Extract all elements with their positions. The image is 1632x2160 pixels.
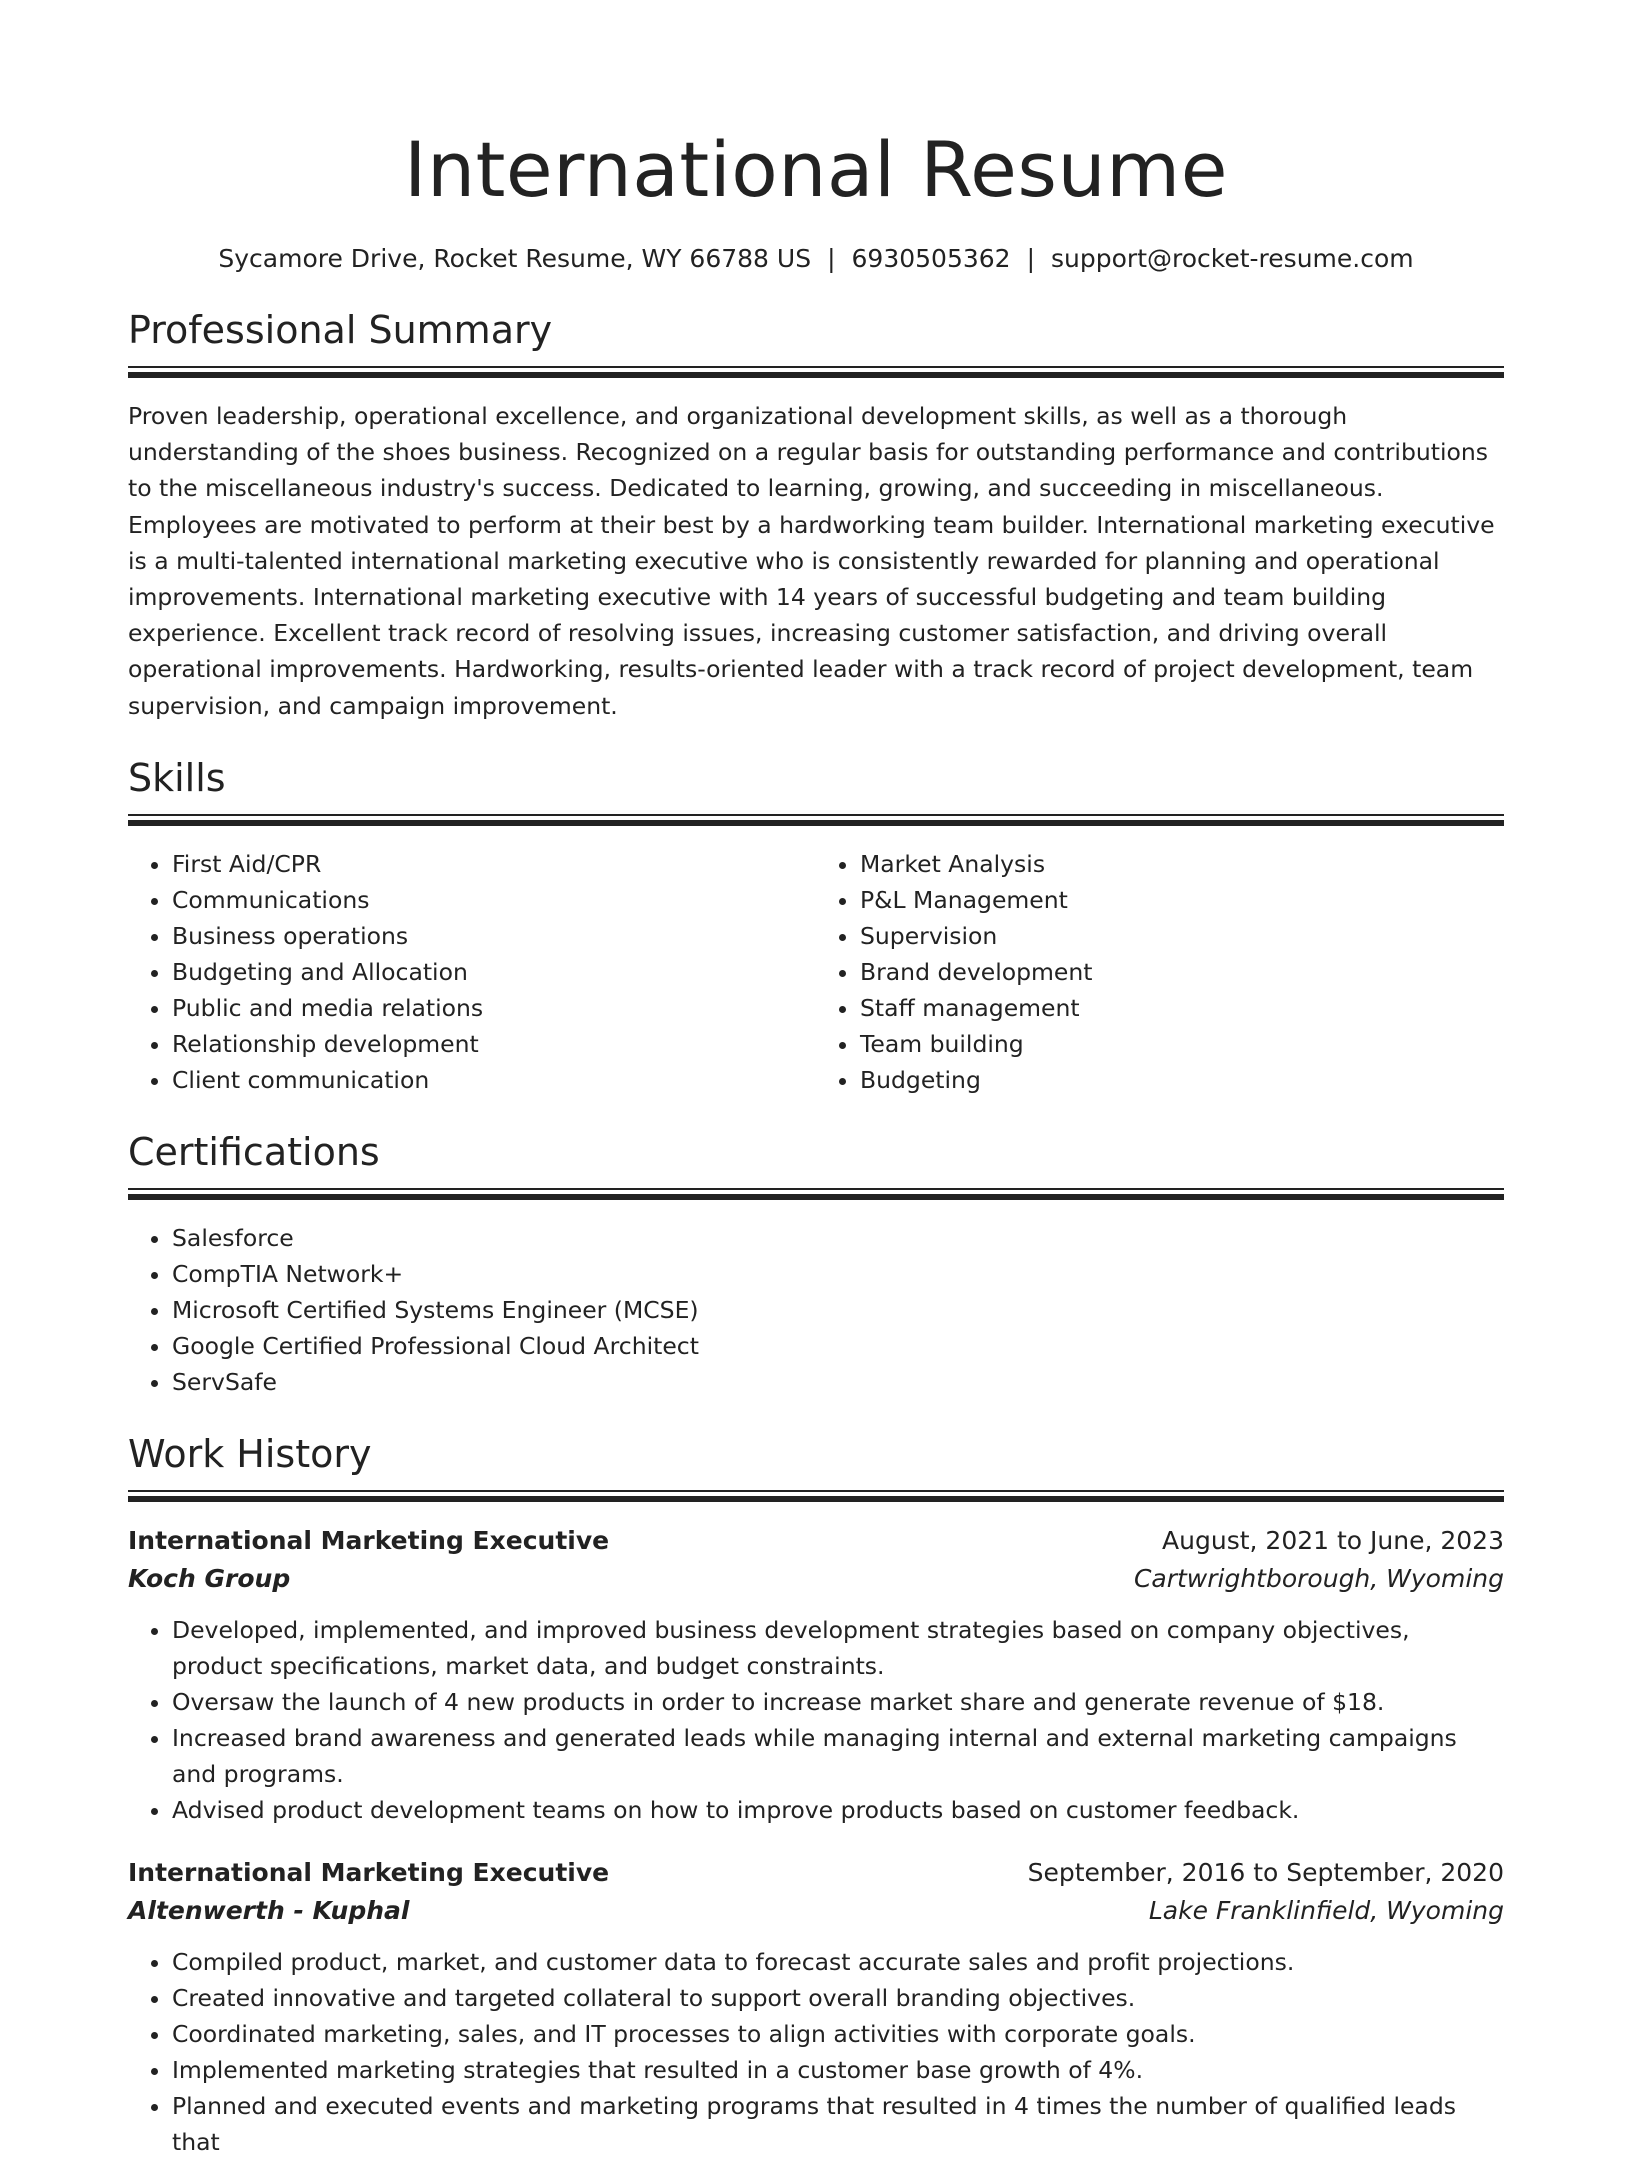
skill-item: • Staff management (860, 990, 1504, 1026)
contact-separator: | (827, 244, 836, 273)
skill-item: • Public and media relations (172, 990, 816, 1026)
job-duty: • Oversaw the launch of 4 new products in order to increase market share and generate revenue of $18. (172, 1684, 1504, 1720)
job-title: International Marketing Executive (128, 1525, 610, 1555)
job-duty: • Coordinated marketing, sales, and IT processes to align activities with corporate goals. (172, 2016, 1504, 2052)
skill-item: • Market Analysis (860, 846, 1504, 882)
contact-line (128, 242, 1504, 276)
job-location: Lake Franklinfield, Wyoming (1148, 1895, 1504, 1925)
job-duty: • Increased brand awareness and generated leads while managing internal and external marketing campaigns and programs. (172, 1720, 1504, 1792)
contact-phone: 6930505362 (851, 244, 1011, 273)
skills-grid (128, 846, 1504, 1098)
job-duty: • Implemented marketing strategies that resulted in a customer base growth of 4%. (172, 2052, 1504, 2088)
certifications-list (128, 1220, 1504, 1400)
skill-item: • Brand development (860, 954, 1504, 990)
skill-item: • Business operations (172, 918, 816, 954)
certifications-heading: Certifications (128, 1128, 1504, 1190)
skill-item: • Supervision (860, 918, 1504, 954)
skill-item: • Budgeting and Allocation (172, 954, 816, 990)
job-dates: August, 2021 to June, 2023 (1162, 1525, 1504, 1555)
job-duty: • Planned and executed events and marketing programs that resulted in 4 times the number of qualified leads that (172, 2088, 1504, 2160)
certification-item: • Google Certified Professional Cloud Architect (172, 1328, 1504, 1364)
job-duty: • Developed, implemented, and improved business development strategies based on company objectives, product specifications, market data, and budget constraints. (172, 1612, 1504, 1684)
skills-heading: Skills (128, 754, 1504, 816)
job-duties (128, 1612, 1504, 1828)
skill-item: • Team building (860, 1026, 1504, 1062)
certification-item: • Microsoft Certified Systems Engineer (MCSE) (172, 1292, 1504, 1328)
job-duty: • Advised product development teams on how to improve products based on customer feedback. (172, 1792, 1504, 1828)
summary-text: Proven leadership, operational excellence, and organizational development skills, as well as a thorough understanding of the shoes business. Recognized on a regular basis for outstanding performance and contributions to the miscellaneous industry's success. Dedicated to learning, growing, and succeeding in miscellaneous. Employees are motivated to perform at their best by a hardworking team builder. International marketing executive is a multi-talented international marketing executive who is consistently rewarded for planning and operational improvements. International marketing executive with 14 years of successful budgeting and team building experience. Excellent track record of resolving issues, increasing customer satisfaction, and driving overall operational improvements. Hardworking, results-oriented leader with a track record of project development, team supervision, and campaign improvement. (128, 402, 1495, 720)
skills-list-right (816, 846, 1504, 1098)
job-dates: September, 2016 to September, 2020 (1027, 1857, 1504, 1887)
summary-heading: Professional Summary (128, 306, 1504, 368)
contact-separator: | (1026, 244, 1036, 273)
work-history-section (128, 1430, 1504, 2160)
job-entry (128, 1522, 1504, 1828)
work-history-heading: Work History (128, 1430, 1504, 1492)
skill-item: • First Aid/CPR (172, 846, 816, 882)
skills-list-left (128, 846, 816, 1098)
contact-address: Sycamore Drive, Rocket Resume, WY 66788 US (218, 244, 812, 273)
job-duties (128, 1944, 1504, 2160)
resume-name: International Resume (404, 125, 1228, 214)
skills-section (128, 754, 1504, 1098)
certification-item: • Salesforce (172, 1220, 1504, 1256)
skill-item: • Client communication (172, 1062, 816, 1098)
summary-section (128, 306, 1504, 724)
job-entry (128, 1854, 1504, 2160)
job-company: Koch Group (128, 1563, 291, 1593)
job-duty: • Compiled product, market, and customer data to forecast accurate sales and profit projections. (172, 1944, 1504, 1980)
certification-item: • CompTIA Network+ (172, 1256, 1504, 1292)
certification-item: • ServSafe (172, 1364, 1504, 1400)
skill-item: • Communications (172, 882, 816, 918)
job-location: Cartwrightborough, Wyoming (1133, 1563, 1504, 1593)
skill-item: • Relationship development (172, 1026, 816, 1062)
contact-email: support@rocket-resume.com (1051, 244, 1414, 273)
certifications-section (128, 1128, 1504, 1400)
job-title: International Marketing Executive (128, 1857, 610, 1887)
skill-item: • P&L Management (860, 882, 1504, 918)
skill-item: • Budgeting (860, 1062, 1504, 1098)
job-duty: • Created innovative and targeted collateral to support overall branding objectives. (172, 1980, 1504, 2016)
job-company: Altenwerth - Kuphal (128, 1895, 410, 1925)
